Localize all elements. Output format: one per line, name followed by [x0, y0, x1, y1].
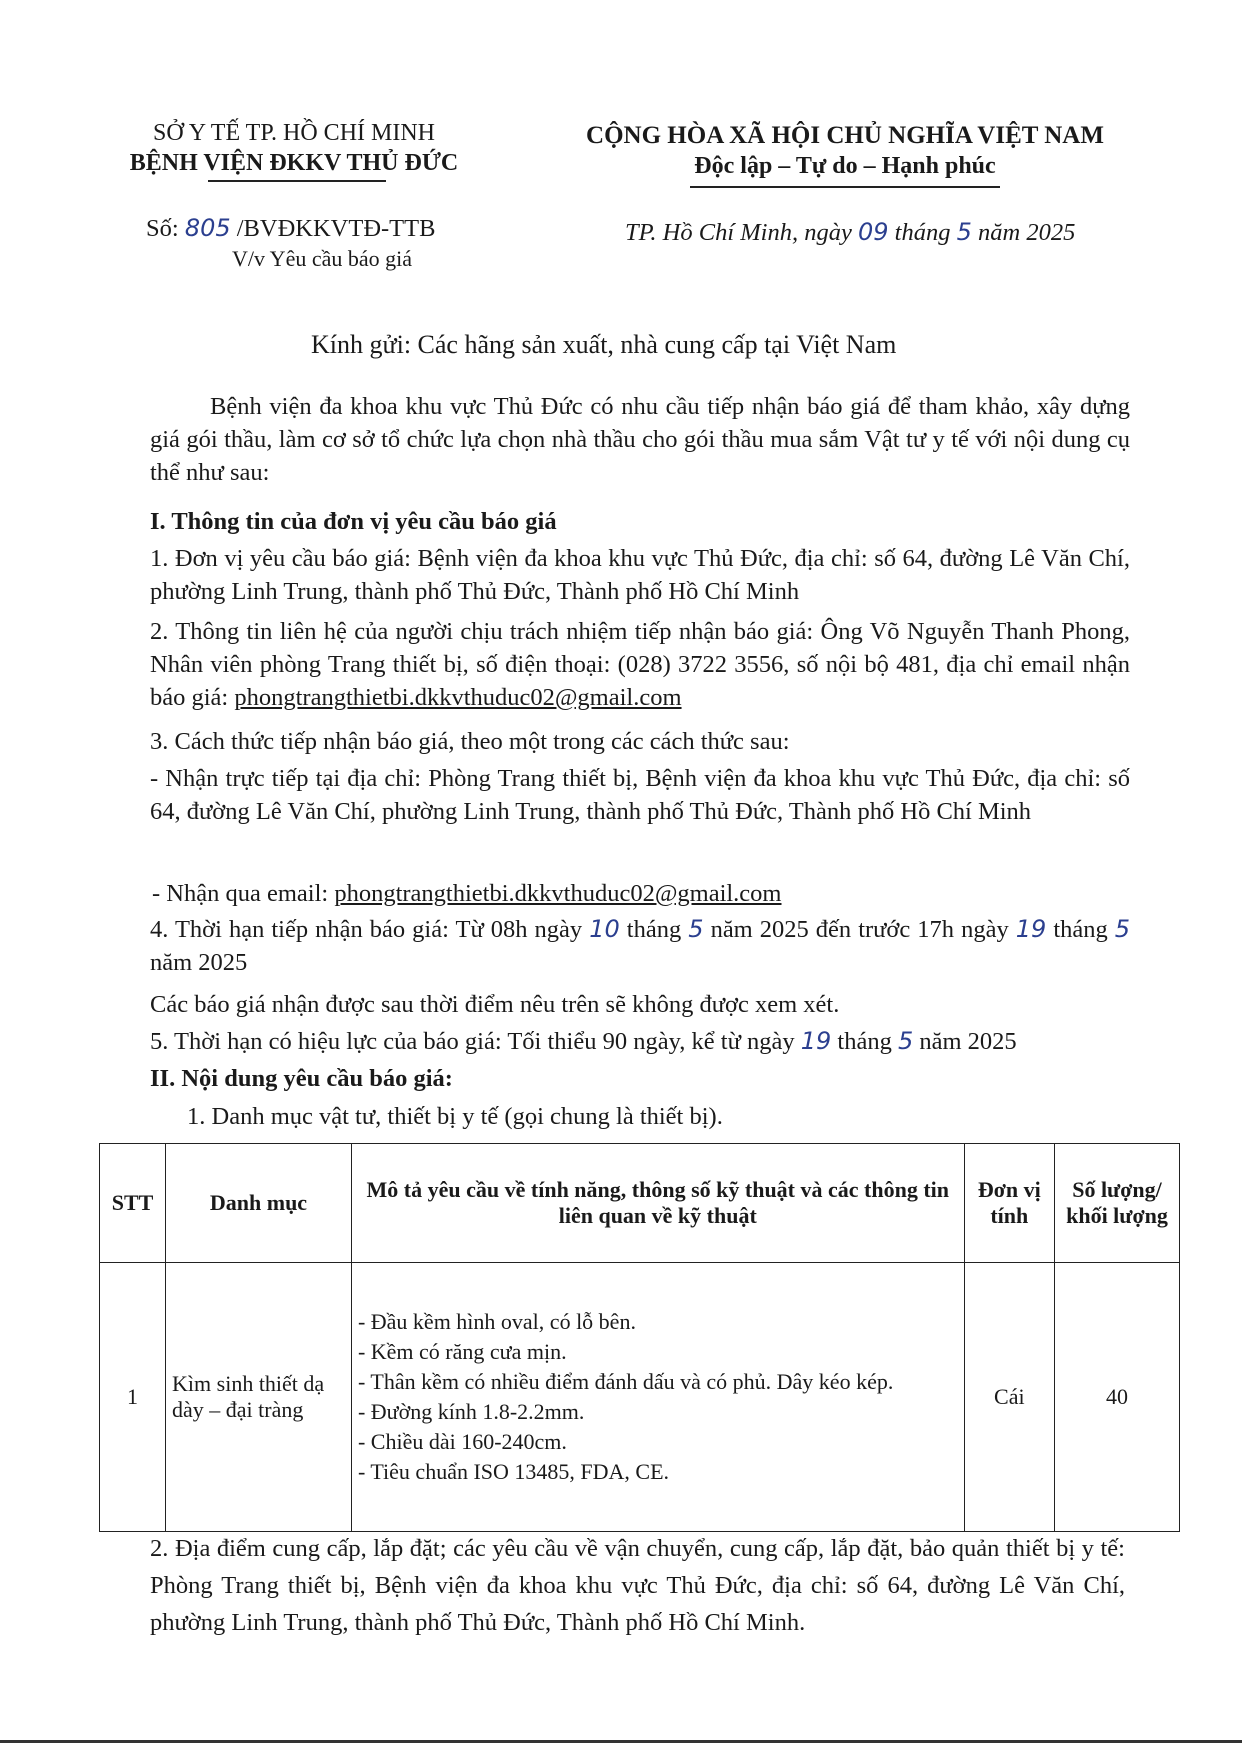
item4-text-a: 4. Thời hạn tiếp nhận báo giá: Từ 08h ngày — [150, 916, 583, 943]
so-prefix: Số: — [146, 215, 179, 242]
section2-item2: 2. Địa điểm cung cấp, lắp đặt; các yêu cầu về vận chuyển, cung cấp, lắp đặt, bảo quản thiết bị y tế: Phòng Trang thiết bị, Bệnh viện đa khoa khu vực Thủ Đức, địa chỉ: số 64, đường Lê Văn Chí, phường Linh Trung, thành phố Thủ Đức, Thành phố Hồ Chí Minh. — [150, 1535, 1125, 1636]
row-description — [351, 1263, 964, 1532]
document-number — [146, 212, 435, 245]
date-year: năm 2025 — [978, 219, 1076, 246]
header-quantity: Số lượng/ khối lượng — [1055, 1144, 1180, 1263]
desc-line: - Kềm có răng cưa mịn. — [357, 1339, 567, 1364]
document-subject: V/v Yêu cầu báo giá — [232, 246, 413, 271]
item5-day-handwritten: 19 — [800, 1027, 832, 1055]
header-description: Mô tả yêu cầu về tính năng, thông số kỹ thuật và các thông tin liên quan về kỹ thuật — [351, 1144, 964, 1263]
receive-email-link[interactable]: phongtrangthietbi.dkkvthuduc02@gmail.com — [334, 880, 782, 907]
item4-text-e: năm 2025 — [150, 949, 248, 976]
agency-name: SỞ Y TẾ TP. HỒ CHÍ MINH — [152, 120, 436, 146]
section2-heading: II. Nội dung yêu cầu báo giá: — [150, 1065, 453, 1092]
so-number-handwritten: 805 — [184, 214, 231, 242]
country-name: CỘNG HÒA XÃ HỘI CHỦ NGHĨA VIỆT NAM — [586, 122, 1104, 149]
desc-line: - Thân kềm có nhiều điểm đánh dấu và có phủ. Dây kéo kép. — [357, 1369, 894, 1394]
item5-text-c: năm 2025 — [919, 1028, 1017, 1055]
table-row — [100, 1263, 1180, 1532]
header-item-name: Danh mục — [166, 1144, 352, 1263]
header-unit: Đơn vị tính — [964, 1144, 1054, 1263]
header-stt: STT — [100, 1144, 166, 1263]
motto: Độc lập – Tự do – Hạnh phúc — [694, 153, 996, 179]
item5-month-handwritten: 5 — [897, 1027, 914, 1055]
section1-heading: I. Thông tin của đơn vị yêu cầu báo giá — [150, 508, 557, 535]
motto-underline — [690, 186, 1000, 188]
row-item-name: Kìm sinh thiết dạ dày – đại tràng — [166, 1263, 352, 1532]
section1-item3: 3. Cách thức tiếp nhận báo giá, theo một trong các cách thức sau: — [150, 728, 790, 755]
section1-item3a: - Nhận trực tiếp tại địa chỉ: Phòng Trang thiết bị, Bệnh viện đa khoa khu vực Thủ Đức, địa chỉ: số 64, đường Lê Văn Chí, phường Linh Trung, thành phố Thủ Đức, Thành phố Hồ Chí Minh — [150, 765, 1130, 825]
item4-month1-handwritten: 5 — [688, 915, 704, 943]
page-bottom-rule — [0, 1740, 1242, 1743]
requirements-table — [99, 1143, 1180, 1532]
section2-item1: 1. Danh mục vật tư, thiết bị y tế (gọi chung là thiết bị). — [187, 1103, 723, 1130]
item4-day1-handwritten: 10 — [589, 915, 620, 943]
so-suffix: /BVĐKKVTĐ-TTB — [236, 215, 436, 242]
section1-item5 — [150, 1025, 1130, 1058]
row-stt: 1 — [100, 1263, 166, 1532]
section1-item4-note: Các báo giá nhận được sau thời điểm nêu trên sẽ không được xem xét. — [150, 991, 840, 1018]
desc-line: - Đường kính 1.8-2.2mm. — [357, 1399, 585, 1424]
hospital-name-text: BỆNH VIỆN ĐKKV THỦ ĐỨC — [129, 150, 459, 176]
date-month-handwritten: 5 — [956, 218, 972, 246]
intro-paragraph: Bệnh viện đa khoa khu vực Thủ Đức có nhu cầu tiếp nhận báo giá để tham khảo, xây dựng giá gói thầu, làm cơ sở tổ chức lựa chọn nhà thầu cho gói thầu mua sắm Vật tư y tế với nội dung cụ thể như sau: — [150, 393, 1130, 486]
item4-text-c: năm 2025 đến trước 17h ngày — [710, 916, 1009, 943]
item4-day2-handwritten: 19 — [1015, 915, 1047, 943]
salutation: Kính gửi: Các hãng sản xuất, nhà cung cấp tại Việt Nam — [311, 330, 897, 359]
desc-line: - Tiêu chuẩn ISO 13485, FDA, CE. — [357, 1459, 670, 1484]
section1-item2-text: 2. Thông tin liên hệ của người chịu trách nhiệm tiếp nhận báo giá: Ông Võ Nguyễn Thanh Phong, Nhân viên phòng Trang thiết bị, số điện thoại: (028) 3722 3556, số nội bộ 481, địa chỉ email nhận báo giá: — [150, 618, 1130, 711]
hospital-underline — [208, 180, 386, 182]
hospital-name — [104, 150, 484, 177]
date-day-handwritten: 09 — [858, 218, 889, 246]
item5-text-a: 5. Thời hạn có hiệu lực của báo giá: Tối thiểu 90 ngày, kể từ ngày — [150, 1028, 795, 1055]
section1-item2 — [150, 615, 1130, 714]
item3b-prefix: - Nhận qua email: — [152, 880, 329, 907]
item4-text-d: tháng — [1053, 916, 1108, 943]
section1-item4 — [150, 913, 1130, 979]
row-unit: Cái — [964, 1263, 1054, 1532]
item4-month2-handwritten: 5 — [1114, 915, 1131, 943]
desc-line: - Đầu kềm hình oval, có lỗ bên. — [357, 1309, 636, 1334]
table-header-row — [100, 1144, 1180, 1263]
row-quantity: 40 — [1055, 1263, 1180, 1532]
section1-item1: 1. Đơn vị yêu cầu báo giá: Bệnh viện đa khoa khu vực Thủ Đức, địa chỉ: số 64, đường Lê Văn Chí, phường Linh Trung, thành phố Thủ Đức, Thành phố Hồ Chí Minh — [150, 545, 1130, 605]
section1-item3b — [152, 877, 1132, 910]
date-month-label: tháng — [894, 219, 951, 246]
item4-text-b: tháng — [626, 916, 682, 943]
document-date — [625, 216, 1075, 249]
contact-email-link[interactable]: phongtrangthietbi.dkkvthuduc02@gmail.com — [234, 684, 682, 711]
desc-line: - Chiều dài 160-240cm. — [357, 1429, 567, 1454]
item5-text-b: tháng — [837, 1028, 892, 1055]
date-prefix: TP. Hồ Chí Minh, ngày — [625, 219, 852, 246]
